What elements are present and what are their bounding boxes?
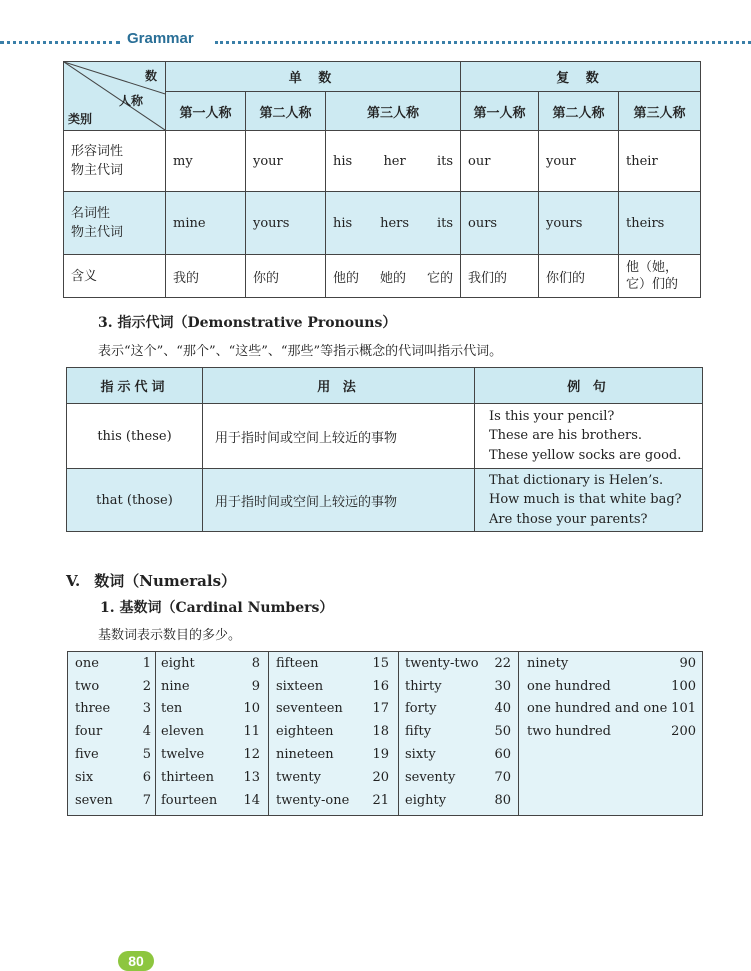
table-cell: theirs xyxy=(619,192,701,255)
number-digit: 17 xyxy=(372,701,389,717)
usage-cell: 用于指时间或空间上较近的事物 xyxy=(203,404,475,469)
header-dots-left xyxy=(0,41,120,44)
number-word: eleven xyxy=(161,724,204,740)
table-row xyxy=(67,469,703,532)
number-digit: 70 xyxy=(494,769,511,785)
number-digit: 100 xyxy=(671,678,696,694)
number-entry xyxy=(527,652,696,675)
number-entry xyxy=(527,720,696,743)
singular-header: 单 数 xyxy=(166,62,461,92)
number-entry xyxy=(161,720,260,743)
table-cell: ours xyxy=(461,192,539,255)
cardinal-numbers-table xyxy=(67,651,703,816)
number-entry xyxy=(161,675,260,698)
category-cell: 含义 xyxy=(64,255,166,298)
number-word: seventy xyxy=(405,769,456,785)
number-entry xyxy=(75,743,151,766)
number-word: four xyxy=(75,724,103,740)
number-entry xyxy=(161,652,260,675)
number-column xyxy=(156,652,269,815)
table-cell: your xyxy=(539,131,619,192)
column-header: 用 法 xyxy=(203,368,475,404)
number-digit: 2 xyxy=(142,678,151,694)
number-word: sixteen xyxy=(276,678,324,694)
number-word: two hundred xyxy=(527,724,611,740)
table-cell: 他的 她的 它的 xyxy=(326,255,461,298)
number-entry xyxy=(75,789,151,812)
number-column xyxy=(269,652,399,815)
page-section-title: Grammar xyxy=(127,30,194,47)
table-cell: his her its xyxy=(326,131,461,192)
number-word: nineteen xyxy=(276,747,334,763)
section-description: 基数词表示数目的多少。 xyxy=(98,628,242,643)
table-cell: 你们的 xyxy=(539,255,619,298)
number-entry xyxy=(405,743,511,766)
number-digit: 5 xyxy=(142,747,151,763)
table-cell: 我们的 xyxy=(461,255,539,298)
number-entry xyxy=(75,652,151,675)
usage-cell: 用于指时间或空间上较远的事物 xyxy=(203,469,475,532)
number-entry xyxy=(276,766,389,789)
number-word: ten xyxy=(161,701,183,717)
number-word: fourteen xyxy=(161,792,218,808)
number-digit: 11 xyxy=(243,724,260,740)
table-cell: my xyxy=(166,131,246,192)
number-digit: 200 xyxy=(671,724,696,740)
number-word: seven xyxy=(75,792,113,808)
person-header: 第二人称 xyxy=(539,92,619,131)
section-heading: 3. 指示代词（Demonstrative Pronouns） xyxy=(98,315,397,331)
number-entry xyxy=(276,743,389,766)
corner-header-cell xyxy=(64,62,166,131)
possessive-pronoun-table xyxy=(63,61,701,298)
corner-label-number: 数 xyxy=(144,69,157,83)
number-entry xyxy=(75,698,151,721)
number-digit: 16 xyxy=(372,678,389,694)
number-column xyxy=(399,652,519,815)
pronoun-cell: that (those) xyxy=(67,469,203,532)
example-cell: That dictionary is Helen’s. How much is that white bag? Are those your parents? xyxy=(475,469,703,532)
number-word: forty xyxy=(405,701,437,717)
number-entry xyxy=(161,766,260,789)
demonstrative-pronoun-table xyxy=(66,367,703,532)
number-digit: 4 xyxy=(142,724,151,740)
number-word: thirteen xyxy=(161,769,214,785)
person-header: 第三人称 xyxy=(326,92,461,131)
number-digit: 50 xyxy=(494,724,511,740)
number-entry xyxy=(161,698,260,721)
corner-label-person: 人称 xyxy=(118,94,143,108)
number-digit: 101 xyxy=(671,701,696,717)
number-entry xyxy=(276,675,389,698)
corner-label-category: 类别 xyxy=(68,112,93,126)
table-row xyxy=(64,255,701,298)
number-word: sixty xyxy=(405,747,436,763)
page-number: 80 xyxy=(118,951,154,971)
number-digit: 9 xyxy=(251,678,260,694)
number-word: twenty-two xyxy=(405,655,479,671)
table-cell: your xyxy=(246,131,326,192)
column-header: 例 句 xyxy=(475,368,703,404)
number-digit: 21 xyxy=(372,792,389,808)
number-digit: 30 xyxy=(494,678,511,694)
number-entry xyxy=(405,789,511,812)
number-word: fifteen xyxy=(276,655,319,671)
number-entry xyxy=(276,789,389,812)
number-entry xyxy=(405,720,511,743)
number-word: twelve xyxy=(161,747,205,763)
number-word: twenty xyxy=(276,769,321,785)
number-word: one xyxy=(75,655,99,671)
category-cell: 形容词性 物主代词 xyxy=(64,131,166,192)
number-entry xyxy=(405,652,511,675)
table-cell: 我的 xyxy=(166,255,246,298)
number-word: fifty xyxy=(405,724,432,740)
number-digit: 19 xyxy=(372,747,389,763)
number-digit: 8 xyxy=(251,655,260,671)
number-entry xyxy=(527,698,696,721)
table-row xyxy=(64,131,701,192)
number-entry xyxy=(276,720,389,743)
number-digit: 22 xyxy=(494,655,511,671)
number-word: two xyxy=(75,678,100,694)
number-digit: 20 xyxy=(372,769,389,785)
number-word: eight xyxy=(161,655,195,671)
subsection-heading: 1. 基数词（Cardinal Numbers） xyxy=(100,600,334,616)
number-word: eighty xyxy=(405,792,447,808)
number-entry xyxy=(75,720,151,743)
table-cell: yours xyxy=(539,192,619,255)
number-digit: 80 xyxy=(494,792,511,808)
number-word: one hundred xyxy=(527,678,611,694)
number-entry xyxy=(161,789,260,812)
section-description: 表示“这个”、“那个”、“这些”、“那些”等指示概念的代词叫指示代词。 xyxy=(98,344,503,359)
number-column xyxy=(519,652,702,815)
table-cell: yours xyxy=(246,192,326,255)
number-word: eighteen xyxy=(276,724,334,740)
person-header: 第一人称 xyxy=(166,92,246,131)
number-entry xyxy=(527,675,696,698)
number-entry xyxy=(276,698,389,721)
number-column xyxy=(68,652,156,815)
pronoun-cell: this (these) xyxy=(67,404,203,469)
number-digit: 18 xyxy=(372,724,389,740)
number-word: twenty-one xyxy=(276,792,350,808)
column-header: 指示代词 xyxy=(67,368,203,404)
table-cell: our xyxy=(461,131,539,192)
number-entry xyxy=(75,675,151,698)
number-digit: 7 xyxy=(142,792,151,808)
number-digit: 10 xyxy=(243,701,260,717)
person-header: 第三人称 xyxy=(619,92,701,131)
category-cell: 名词性 物主代词 xyxy=(64,192,166,255)
number-digit: 60 xyxy=(494,747,511,763)
number-digit: 15 xyxy=(372,655,389,671)
number-word: nine xyxy=(161,678,190,694)
number-word: three xyxy=(75,701,111,717)
table-cell: his hers its xyxy=(326,192,461,255)
plural-header: 复 数 xyxy=(461,62,701,92)
number-digit: 3 xyxy=(142,701,151,717)
number-word: five xyxy=(75,747,99,763)
table-cell: their xyxy=(619,131,701,192)
number-entry xyxy=(405,675,511,698)
header-dots-right xyxy=(215,41,751,44)
number-digit: 90 xyxy=(679,655,696,671)
number-entry xyxy=(276,652,389,675)
table-cell: 他（她， 它）们的 xyxy=(619,255,701,298)
table-row xyxy=(67,404,703,469)
number-digit: 6 xyxy=(142,769,151,785)
table-cell: 你的 xyxy=(246,255,326,298)
number-digit: 13 xyxy=(243,769,260,785)
example-cell: Is this your pencil? These are his brothers. These yellow socks are good. xyxy=(475,404,703,469)
number-entry xyxy=(75,766,151,789)
number-digit: 12 xyxy=(243,747,260,763)
number-word: seventeen xyxy=(276,701,343,717)
number-digit: 14 xyxy=(243,792,260,808)
number-word: six xyxy=(75,769,94,785)
number-entry xyxy=(405,766,511,789)
number-word: thirty xyxy=(405,678,442,694)
section-heading: V. 数词（Numerals） xyxy=(66,572,237,590)
table-cell: mine xyxy=(166,192,246,255)
table-row xyxy=(64,192,701,255)
number-entry xyxy=(405,698,511,721)
number-word: ninety xyxy=(527,655,569,671)
number-entry xyxy=(161,743,260,766)
person-header: 第二人称 xyxy=(246,92,326,131)
person-header: 第一人称 xyxy=(461,92,539,131)
number-digit: 1 xyxy=(142,655,151,671)
number-word: one hundred and one xyxy=(527,701,668,717)
number-digit: 40 xyxy=(494,701,511,717)
